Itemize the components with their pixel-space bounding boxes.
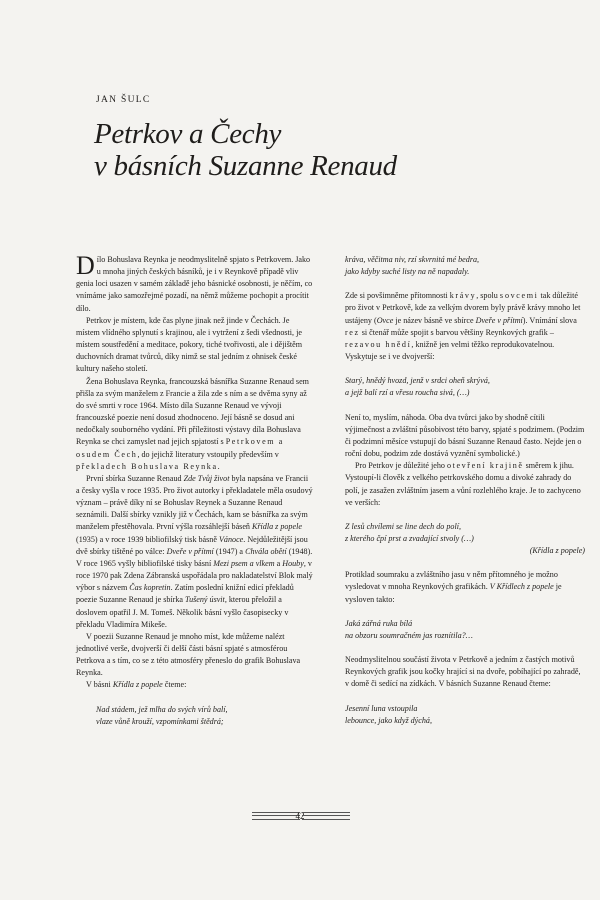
book-title: Tušený úsvit (185, 595, 225, 605)
text: je název básně ve sbírce (395, 315, 474, 325)
text: Pro Petrkov je důležité jeho (355, 461, 445, 471)
author-name: JAN ŠULC (96, 95, 151, 105)
text: Zde si povšimněme přítomnosti (345, 291, 448, 301)
right-column (345, 254, 585, 727)
verse-line: Nad stádem, jež mlha do svých vírů balí, (96, 704, 228, 714)
page-number: 42 (295, 811, 305, 821)
book-title: Dveře v přítmí (475, 315, 523, 325)
text: čteme: (164, 680, 187, 690)
verse-line: na obzoru soumračném jas roznítila?… (345, 630, 473, 640)
spaced-text: krávy (449, 291, 477, 301)
text: . (217, 461, 220, 471)
verse-line: vlaze vůně krouží, vzpomínkami štědrá; (96, 716, 224, 726)
paragraph (345, 460, 585, 509)
text: (1935) a v roce 1939 bibliofilský tisk básně (76, 534, 217, 544)
text: . Nejdůležitější jsou dvě sbírky tištěné po válce: (76, 534, 308, 556)
paragraph (345, 290, 585, 363)
paragraph: V poezii Suzanne Renaud je mnoho míst, kde můžeme nalézt jednotlivé verše, dvojverší či delší části básní spjaté s atmosférou Petrkova a s tím, co se z této atmosféry přeneslo do grafik Bohuslava Reynka. (76, 631, 301, 678)
book-title: Mezi psem a vlkem (213, 558, 275, 568)
text: Protiklad soumraku a zvláštního jasu v něm přítomného je možno vysledovat v mnoha Reynkových grafikách. (345, 570, 558, 592)
paragraph: Dílo Bohuslava Reynka je neodmyslitelně spjato s Petrkovem. Jako u mnoha jiných českých básníků, je i v Reynkově případě vliv genia loci usazen v samém základě jeho básnické osobnosti, je něčím, co vnímáme jako samozřejmé pozadí, na němž můžeme pochopit a procítit dílo. (76, 251, 313, 313)
book-title: Křídla z popele (252, 522, 302, 532)
book-title: Ovce (376, 315, 394, 325)
text: tak důležité pro život v Petrkově, kde za velkým dvorem byly právě krávy mnoho let ustájeny ( (345, 291, 581, 325)
verse-line: Z lesů chvílemi se line dech do polí, (345, 521, 461, 531)
verse-line: a jejž balí rzí a vřesu roucha sivá, (…) (345, 388, 470, 398)
verse-line: Jaká zářná ruka bílá (345, 618, 413, 628)
title-line-2: v básních Suzanne Renaud (94, 150, 397, 182)
book-title: Čas kopretin (129, 583, 171, 593)
book-title: Dveře v přítmí (166, 546, 214, 556)
verse-line: Jesenní luna vstoupila (345, 703, 418, 713)
spaced-text: otevření krajině (446, 461, 524, 471)
text: (1947) a (215, 546, 244, 556)
spaced-text: Petrkovem a osudem Čech (76, 437, 284, 459)
text: směrem k jihu. Vystoupí-li člověk z velkého petrkovského domu a divoké zahrady do polí, je zasažen zvláštním jasem a vůní rozlehlého kraje. Je to zachyceno ve verších: (345, 461, 581, 507)
text: , spolu s (476, 291, 503, 301)
text: si čtenář může spojit s barvou většiny Reynkových grafik – (361, 327, 554, 337)
page-ornament-right (302, 812, 350, 820)
article-title (94, 118, 397, 182)
text: a (276, 558, 281, 568)
text: , v roce 1970 pak Zdena Zábranská uspořádala pro nakladatelství Blok malý výbor s názvem (76, 558, 313, 593)
title-line-1: Petrkov a Čechy (94, 118, 282, 150)
text: (1948). V roce 1965 vyšly bibliofilské tisky básní (76, 546, 313, 568)
verse-line: kráva, věčitma niv, rzí skvrnitá mé bedra, (345, 255, 480, 264)
book-title: Chvála obětí (245, 546, 287, 556)
text: , do jejichž literatury vstoupily především v (137, 449, 279, 459)
spaced-text: rez (345, 327, 360, 337)
book-title: V Křídlech z popele (489, 582, 554, 592)
text: byla napsána ve Francii a česky vyšla v roce 1935. Pro život autorky i překladatele měla osudový význam – právě díky ní se Bohuslav Reynek a Suzanne Renaud seznámili. Další sbírky vznikly již v Čechách, kam se básnířka za svým manželem přestěhovala. První výšla rozsáhlejší báseň (76, 473, 313, 532)
book-title: Křídla z popele (112, 680, 163, 690)
text: Žena Bohuslava Reynka, francouzská básnířka Suzanne Renaud sem přišla za svým manželem z Francie a žila zde s ním a se dvěma syny až do své smrti v roce 1964. Místo díla Suzanne Renaud ve vývoji francouzské poezie není dosud zhodnoceno. Její básně se dosud ani nedočkaly souborného vydání. Při příležitosti výstavy díla Bohuslava Reynka se chci zamyslet nad jejich spjatostí s (76, 376, 309, 447)
paragraph: Neodmyslitelnou součástí života v Petrkově a jedním z častých motivů Reynkových grafik jsou kočky hrající si na dvoře, pobíhající po zahradě, v domě či sedící na zídkách. V básních Suzanne Renaud čteme: (345, 655, 581, 689)
text: , knižně jen velmi těžko reprodukovatelnou. Vyskytuje se i ve dvojverší: (345, 339, 555, 362)
book-title: Vánoce (218, 534, 244, 544)
spaced-text: překladech Bohuslava Reynka (76, 461, 218, 471)
verse-attribution: (Křídla z popele) (529, 546, 585, 556)
left-column (76, 251, 313, 728)
text: je vysloven takto: (345, 582, 562, 604)
paragraph (76, 376, 313, 473)
text: . Zatím poslední knižní edicí překladů poezie Suzanne Renaud je sbírka (76, 583, 294, 605)
text: , kterou přeložil a doslovem opatřil J. M. Tomeš. Několik básní vyšlo časopisecky v překladu Vladimíra Mikeše. (76, 595, 289, 629)
text: V básni (86, 680, 111, 690)
verse-line: z kterého čpí prst a zvadající stvoly (…) (345, 533, 474, 543)
book-title: Houby (282, 558, 304, 568)
paragraph (76, 473, 313, 631)
spaced-text: rezavou hnědí (345, 339, 412, 349)
paragraph: Není to, myslím, náhoda. Oba dva tvůrci jako by shodně cítili výjimečnost a zvláštní působivost této barvy, spjaté s podzimem. (Podzim či podzimní měsíce vstupují do básní Suzanne Renaud často. Nejde jen o roční dobu, podzim zde dostává vyznění symbolické.) (345, 412, 585, 459)
text: ). Vnímání slova (522, 315, 577, 325)
paragraph: Petrkov je místem, kde čas plyne jinak než jinde v Čechách. Je místem vlídného splynutí s krajinou, ale i vytržení z šedi všednosti, je místem soustředění a meditace, pokory, tiché tvořivosti, ale i dějištěm duchovních dramat tvůrců, díky nimž se stal jedním z ohnisek české kultury našeho století. (76, 315, 303, 374)
book-title: Zde Tvůj život (183, 473, 230, 483)
text: První sbírka Suzanne Renaud (86, 473, 182, 483)
paragraph (345, 569, 585, 605)
verse-line: jako kdyby suché listy na ně napadaly. (345, 267, 470, 277)
paragraph (76, 679, 313, 691)
spaced-text: ovcemi (505, 291, 539, 301)
verse-line: Starý, hnědý hvozd, jenž v srdci oheň skrývá, (345, 376, 490, 386)
verse-line: lebounce, jako když dýchá, (345, 715, 432, 725)
